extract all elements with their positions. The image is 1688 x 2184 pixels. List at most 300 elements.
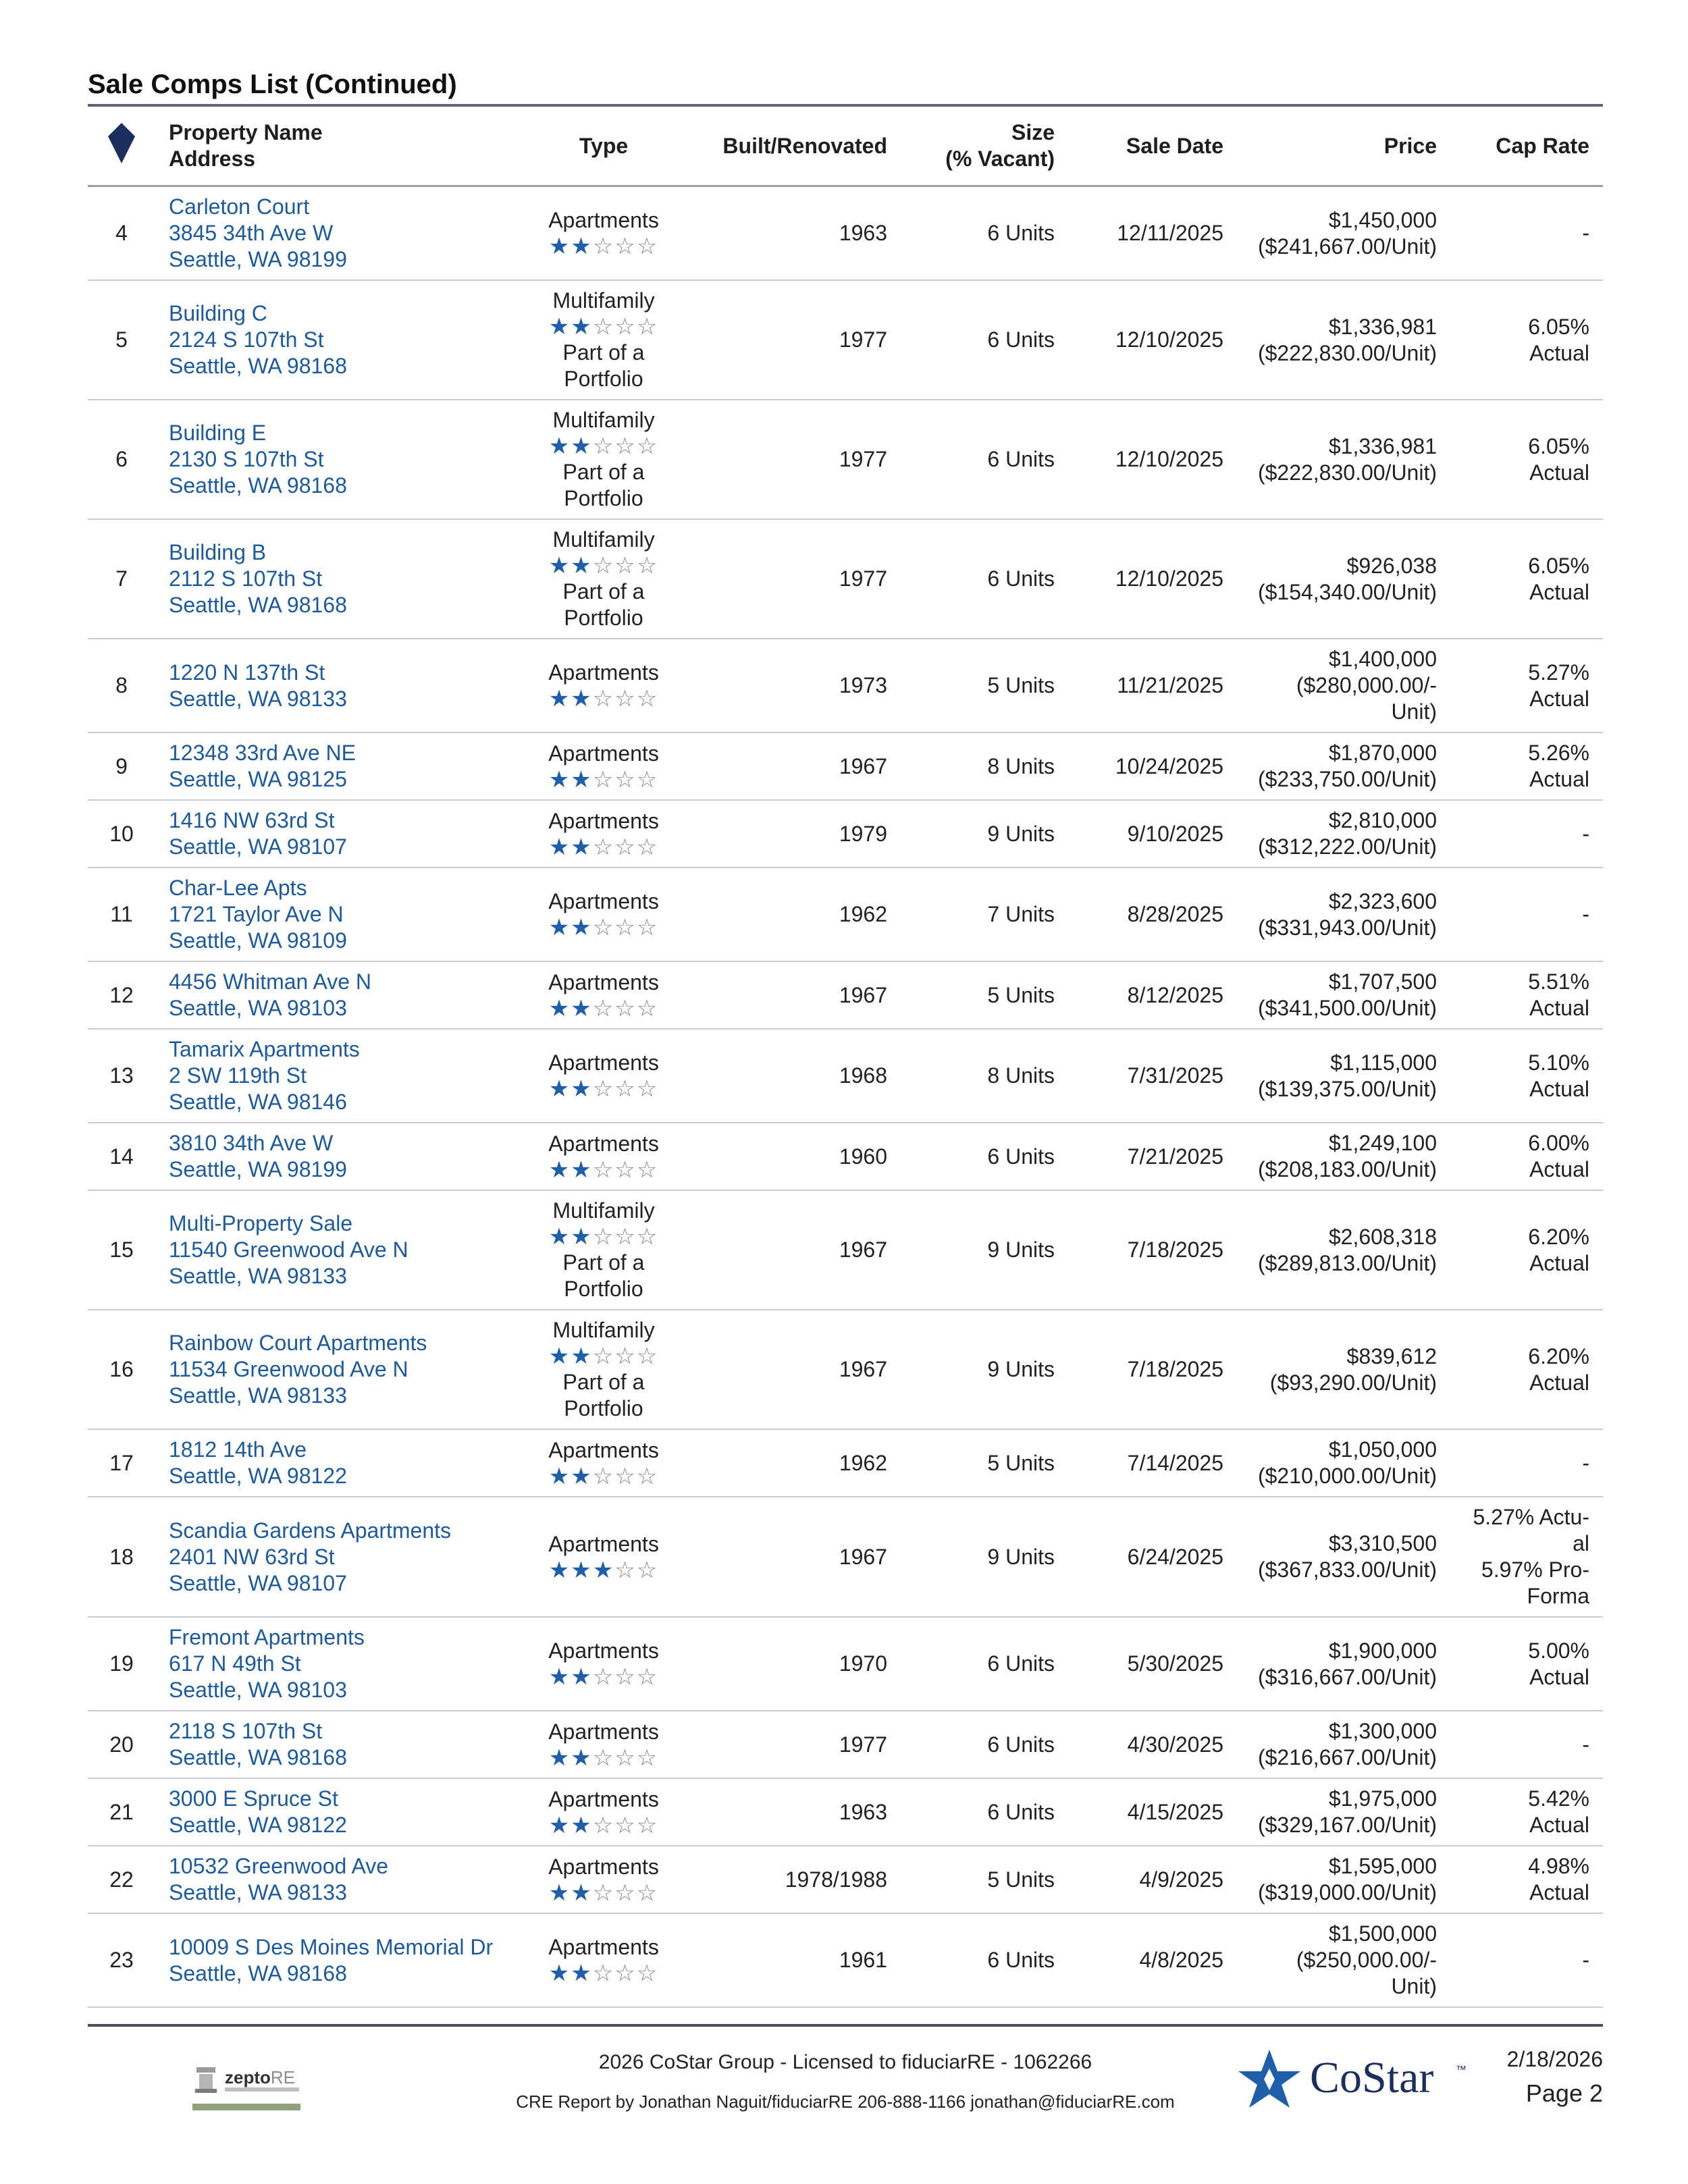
price-cell: [1237, 1617, 1450, 1711]
footer-date: 2/18/2026: [1506, 2047, 1603, 2071]
star-empty-icon: ☆: [636, 1463, 659, 1489]
star-filled-icon: ★: [571, 1343, 593, 1369]
property-address-link[interactable]: Seattle, WA 98199: [169, 1157, 347, 1181]
star-filled-icon: ★: [548, 1812, 571, 1838]
star-empty-icon: ☆: [592, 433, 615, 459]
property-name-link[interactable]: Building B: [169, 540, 267, 564]
star-filled-icon: ★: [571, 553, 593, 579]
star-rating: [523, 433, 685, 459]
property-cell: [155, 1310, 509, 1429]
star-empty-icon: ☆: [592, 1744, 615, 1771]
type-cell: [509, 639, 698, 733]
price-line: ($210,000.00/Unit): [1257, 1464, 1437, 1488]
table-row: [88, 733, 1603, 800]
sale-date-cell: 7/18/2025: [1068, 1310, 1237, 1429]
property-type: Apartments: [548, 1935, 659, 1959]
star-empty-icon: ☆: [614, 1156, 637, 1183]
property-address-link[interactable]: Seattle, WA 98122: [169, 1464, 347, 1488]
property-address-link[interactable]: 2112 S 107th St: [169, 566, 323, 591]
table-row: [88, 400, 1603, 519]
price-cell: [1237, 1029, 1450, 1123]
footer-report-by: CRE Report by Jonathan Naguit/fiduciarRE 206-888-1166 jonathan@fiduciarRE.com: [516, 2092, 1175, 2112]
price-cell: [1237, 186, 1450, 281]
star-empty-icon: ☆: [636, 1664, 659, 1690]
star-filled-icon: ★: [571, 1744, 593, 1771]
header-size-line2: (% Vacant): [945, 147, 1055, 171]
star-rating: [523, 1076, 685, 1102]
row-number: 11: [88, 868, 155, 961]
property-name-link[interactable]: Building E: [169, 421, 267, 445]
price-line: $2,323,600: [1328, 888, 1437, 913]
star-filled-icon: ★: [571, 1224, 593, 1250]
size-cell: 6 Units: [901, 400, 1068, 519]
sale-date-cell: 4/15/2025: [1068, 1778, 1237, 1846]
star-filled-icon: ★: [571, 686, 593, 712]
price-line: $1,975,000: [1328, 1786, 1437, 1811]
type-cell: [509, 800, 698, 868]
price-line: $3,310,500: [1328, 1531, 1437, 1555]
star-filled-icon: ★: [548, 766, 571, 793]
star-rating: [523, 1745, 685, 1771]
sale-date-cell: 7/14/2025: [1068, 1429, 1237, 1497]
property-cell: [155, 1711, 509, 1778]
row-number: 19: [88, 1617, 155, 1711]
price-cell: [1237, 868, 1450, 961]
row-number: 22: [88, 1846, 155, 1913]
star-empty-icon: ☆: [614, 1880, 637, 1906]
price-line: ($331,943.00/Unit): [1257, 915, 1437, 940]
star-filled-icon: ★: [571, 834, 593, 860]
property-address-link[interactable]: Seattle, WA 98133: [169, 1383, 347, 1408]
size-cell: 5 Units: [901, 1846, 1068, 1913]
star-filled-icon: ★: [548, 1343, 571, 1369]
star-filled-icon: ★: [571, 1880, 593, 1906]
property-address-link[interactable]: 10532 Greenwood Ave: [169, 1854, 388, 1878]
price-cell: [1237, 1846, 1450, 1913]
header-property-name: Property Name: [169, 120, 323, 144]
star-empty-icon: ☆: [592, 1156, 615, 1183]
sale-date-cell: 12/10/2025: [1068, 519, 1237, 639]
star-empty-icon: ☆: [592, 686, 615, 712]
built-cell: 1979: [698, 800, 901, 868]
property-address-link[interactable]: Seattle, WA 98168: [169, 1745, 347, 1769]
property-address-link[interactable]: Seattle, WA 98133: [169, 1264, 347, 1288]
table-row: [88, 1497, 1603, 1617]
property-name-link[interactable]: Building C: [169, 301, 267, 325]
portfolio-note: Part of a Portfolio: [562, 460, 645, 510]
property-cell: [155, 961, 509, 1029]
size-cell: 6 Units: [901, 1123, 1068, 1190]
star-filled-icon: ★: [548, 553, 571, 579]
costar-logo-icon: [1236, 2046, 1303, 2113]
page-title: Sale Comps List (Continued): [88, 65, 1603, 107]
table-body: [88, 186, 1603, 2008]
type-cell: [509, 1310, 698, 1429]
built-cell: 1963: [698, 1778, 901, 1846]
property-address-link[interactable]: 3845 34th Ave W: [169, 221, 334, 245]
built-cell: 1977: [698, 400, 901, 519]
star-empty-icon: ☆: [636, 553, 659, 579]
star-filled-icon: ★: [548, 1156, 571, 1183]
price-line: $1,500,000: [1328, 1921, 1437, 1946]
star-empty-icon: ☆: [636, 1557, 659, 1583]
table-row: [88, 868, 1603, 961]
cap-rate-line: 5.27%: [1528, 660, 1589, 685]
star-rating: [523, 1813, 685, 1838]
cap-rate-cell: [1450, 733, 1603, 800]
property-address-link[interactable]: Seattle, WA 98133: [169, 1880, 347, 1905]
star-filled-icon: ★: [571, 766, 593, 793]
price-line: ($222,830.00/Unit): [1257, 460, 1437, 485]
star-rating: [523, 767, 685, 793]
property-address-link[interactable]: 10009 S Des Moines Memorial Dr: [169, 1934, 494, 1959]
star-empty-icon: ☆: [592, 1880, 615, 1906]
star-empty-icon: ☆: [592, 1812, 615, 1838]
cap-rate-cell: [1450, 800, 1603, 868]
star-empty-icon: ☆: [614, 1744, 637, 1771]
star-empty-icon: ☆: [636, 1343, 659, 1369]
row-number: 17: [88, 1429, 155, 1497]
star-rating: [523, 1664, 685, 1690]
price-line: $1,249,100: [1328, 1131, 1437, 1155]
star-filled-icon: ★: [571, 433, 593, 459]
cap-rate-cell: [1450, 1429, 1603, 1497]
price-cell: [1237, 1123, 1450, 1190]
size-cell: 9 Units: [901, 1310, 1068, 1429]
property-name-link[interactable]: Multi-Property Sale: [169, 1211, 353, 1235]
built-cell: 1961: [698, 1913, 901, 2007]
star-empty-icon: ☆: [636, 766, 659, 793]
property-address-link[interactable]: Seattle, WA 98168: [169, 354, 347, 378]
property-cell: [155, 1029, 509, 1123]
property-cell: [155, 1497, 509, 1617]
footer-license: 2026 CoStar Group - Licensed to fiduciarRE - 1062266: [598, 2051, 1092, 2073]
type-cell: [509, 186, 698, 281]
star-empty-icon: ☆: [614, 234, 637, 259]
built-cell: 1977: [698, 519, 901, 639]
star-empty-icon: ☆: [614, 433, 637, 459]
built-cell: 1967: [698, 1310, 901, 1429]
built-cell: 1967: [698, 1497, 901, 1617]
type-cell: [509, 1429, 698, 1497]
cap-rate-cell: [1450, 1846, 1603, 1913]
property-address-link[interactable]: 4456 Whitman Ave N: [169, 969, 372, 994]
star-empty-icon: ☆: [614, 834, 637, 860]
cap-rate-line: 5.42%: [1528, 1786, 1589, 1811]
size-cell: 7 Units: [901, 868, 1068, 961]
property-address-link[interactable]: Seattle, WA 98168: [169, 1961, 347, 1986]
property-address-link[interactable]: 2130 S 107th St: [169, 447, 324, 471]
cap-rate-line: 5.10%: [1528, 1050, 1589, 1075]
table-row: [88, 961, 1603, 1029]
sale-date-cell: 6/24/2025: [1068, 1497, 1237, 1617]
header-price: Price: [1237, 107, 1450, 186]
property-name-link[interactable]: Char-Lee Apts: [169, 876, 307, 900]
star-rating: [523, 1557, 685, 1583]
type-cell: [509, 868, 698, 961]
property-address-link[interactable]: 2401 NW 63rd St: [169, 1544, 335, 1569]
cap-rate-line: -: [1582, 1732, 1589, 1757]
price-cell: [1237, 961, 1450, 1029]
table-row: [88, 280, 1603, 400]
property-address-link[interactable]: 617 N 49th St: [169, 1651, 301, 1676]
property-cell: [155, 733, 509, 800]
property-address-link[interactable]: Seattle, WA 98125: [169, 767, 347, 791]
price-line: ($241,667.00/Unit): [1257, 234, 1437, 259]
star-filled-icon: ★: [548, 1664, 571, 1690]
property-address-link[interactable]: Seattle, WA 98107: [169, 1570, 347, 1595]
property-type: Multifamily: [552, 1318, 655, 1342]
type-cell: [509, 1778, 698, 1846]
star-empty-icon: ☆: [636, 1224, 659, 1250]
property-address-link[interactable]: Seattle, WA 98107: [169, 834, 347, 859]
star-filled-icon: ★: [548, 915, 571, 940]
built-cell: 1978/1988: [698, 1846, 901, 1913]
price-line: $1,900,000: [1328, 1638, 1437, 1663]
size-cell: 8 Units: [901, 1029, 1068, 1123]
cap-rate-line: 6.00%: [1528, 1131, 1589, 1155]
star-rating: [523, 686, 685, 712]
star-empty-icon: ☆: [592, 1343, 615, 1369]
property-address-link[interactable]: Seattle, WA 98122: [169, 1813, 347, 1837]
built-cell: 1977: [698, 1711, 901, 1778]
property-address-link[interactable]: Seattle, WA 98103: [169, 996, 347, 1020]
row-number: 21: [88, 1778, 155, 1846]
star-filled-icon: ★: [571, 1664, 593, 1690]
sale-date-cell: 9/10/2025: [1068, 800, 1237, 868]
property-cell: [155, 639, 509, 733]
property-address-link[interactable]: Seattle, WA 98103: [169, 1678, 347, 1702]
property-name-link[interactable]: Scandia Gardens Apartments: [169, 1518, 452, 1543]
property-address-link[interactable]: 12348 33rd Ave NE: [169, 741, 356, 765]
type-cell: [509, 280, 698, 400]
sale-date-cell: 7/21/2025: [1068, 1123, 1237, 1190]
star-filled-icon: ★: [571, 234, 593, 259]
property-address-link[interactable]: Seattle, WA 98146: [169, 1090, 347, 1114]
property-name-link[interactable]: Tamarix Apartments: [169, 1037, 360, 1061]
star-empty-icon: ☆: [636, 234, 659, 259]
star-empty-icon: ☆: [636, 1961, 659, 1986]
size-cell: 5 Units: [901, 1429, 1068, 1497]
property-address-link[interactable]: Seattle, WA 98199: [169, 247, 347, 271]
star-empty-icon: ☆: [614, 1557, 637, 1583]
price-line: ($289,813.00/Unit): [1257, 1250, 1437, 1275]
star-filled-icon: ★: [548, 433, 571, 459]
header-size-line1: Size: [1011, 120, 1055, 144]
row-number: 15: [88, 1190, 155, 1310]
property-address-link[interactable]: 1812 14th Ave: [169, 1437, 307, 1462]
table-row: [88, 1429, 1603, 1497]
star-rating: [523, 1961, 685, 1986]
price-line: $1,450,000: [1328, 207, 1437, 232]
size-cell: 5 Units: [901, 639, 1068, 733]
property-address-link[interactable]: 2118 S 107th St: [169, 1719, 323, 1743]
star-filled-icon: ★: [548, 234, 571, 259]
cap-rate-line: Actual: [1529, 1370, 1589, 1395]
property-name-link[interactable]: Carleton Court: [169, 194, 310, 219]
property-type: Apartments: [548, 889, 659, 913]
cap-rate-cell: [1450, 1029, 1603, 1123]
cap-rate-line: Actual: [1529, 767, 1589, 791]
star-empty-icon: ☆: [636, 915, 659, 940]
star-empty-icon: ☆: [636, 1812, 659, 1838]
star-rating: [523, 915, 685, 940]
built-cell: 1963: [698, 186, 901, 281]
table-row: [88, 1123, 1603, 1190]
price-line: ($329,167.00/Unit): [1257, 1813, 1437, 1837]
property-name-link[interactable]: Fremont Apartments: [169, 1625, 365, 1649]
price-cell: [1237, 733, 1450, 800]
size-cell: 6 Units: [901, 1711, 1068, 1778]
size-cell: 6 Units: [901, 1778, 1068, 1846]
cap-rate-line: Actual: [1529, 460, 1589, 485]
property-cell: [155, 400, 509, 519]
row-number: 9: [88, 733, 155, 800]
row-number: 4: [88, 186, 155, 281]
table-row: [88, 1029, 1603, 1123]
built-cell: 1962: [698, 868, 901, 961]
cap-rate-cell: [1450, 280, 1603, 400]
type-cell: [509, 400, 698, 519]
property-type: Apartments: [548, 1531, 659, 1556]
star-empty-icon: ☆: [636, 433, 659, 459]
star-empty-icon: ☆: [614, 1961, 637, 1986]
star-rating: [523, 553, 685, 579]
price-line: ($316,667.00/Unit): [1257, 1664, 1437, 1689]
price-cell: [1237, 800, 1450, 868]
row-number: 14: [88, 1123, 155, 1190]
star-empty-icon: ☆: [592, 915, 615, 940]
row-number: 8: [88, 639, 155, 733]
size-cell: 6 Units: [901, 186, 1068, 281]
cap-rate-cell: [1450, 1310, 1603, 1429]
cap-rate-line: 5.27% Actu-: [1473, 1505, 1589, 1529]
type-cell: [509, 1190, 698, 1310]
type-cell: [509, 1846, 698, 1913]
sale-date-cell: 10/24/2025: [1068, 733, 1237, 800]
property-type: Apartments: [548, 969, 659, 994]
star-empty-icon: ☆: [614, 686, 637, 712]
property-cell: [155, 800, 509, 868]
table-row: [88, 1778, 1603, 1846]
property-address-link[interactable]: 11540 Greenwood Ave N: [169, 1237, 408, 1262]
price-line: ($208,183.00/Unit): [1257, 1157, 1437, 1181]
property-address-link[interactable]: 2 SW 119th St: [169, 1063, 307, 1088]
property-address-link[interactable]: Seattle, WA 98168: [169, 593, 347, 617]
star-empty-icon: ☆: [614, 766, 637, 793]
price-cell: [1237, 1497, 1450, 1617]
property-name-link[interactable]: Rainbow Court Apartments: [169, 1331, 427, 1355]
star-rating: [523, 1157, 685, 1183]
price-line: ($216,667.00/Unit): [1257, 1745, 1437, 1769]
property-type: Apartments: [548, 1050, 659, 1075]
property-address-link[interactable]: 1721 Taylor Ave N: [169, 902, 344, 926]
star-filled-icon: ★: [548, 1744, 571, 1771]
size-cell: 6 Units: [901, 1913, 1068, 2007]
price-line: ($280,000.00/-: [1296, 673, 1437, 697]
header-size: [901, 107, 1068, 186]
cap-rate-cell: [1450, 186, 1603, 281]
header-property: [155, 107, 509, 186]
price-cell: [1237, 1429, 1450, 1497]
row-number: 20: [88, 1711, 155, 1778]
price-cell: [1237, 1190, 1450, 1310]
property-type: Apartments: [548, 808, 659, 833]
property-address-link[interactable]: 1220 N 137th St: [169, 660, 325, 685]
cap-rate-cell: [1450, 961, 1603, 1029]
star-empty-icon: ☆: [592, 1076, 615, 1102]
star-empty-icon: ☆: [592, 553, 615, 579]
size-cell: 6 Units: [901, 1617, 1068, 1711]
property-cell: [155, 1617, 509, 1711]
sale-date-cell: 8/12/2025: [1068, 961, 1237, 1029]
star-rating: [523, 1880, 685, 1906]
price-line: $926,038: [1346, 553, 1437, 578]
star-filled-icon: ★: [592, 1557, 615, 1583]
cap-rate-line: al: [1573, 1531, 1589, 1555]
property-cell: [155, 1913, 509, 2007]
price-line: ($139,375.00/Unit): [1257, 1076, 1437, 1101]
star-rating: [523, 1343, 685, 1369]
row-number: 10: [88, 800, 155, 868]
property-address-link[interactable]: Seattle, WA 98133: [169, 686, 347, 711]
property-address-link[interactable]: 3000 E Spruce St: [169, 1786, 338, 1811]
price-line: $1,336,981: [1328, 433, 1437, 458]
star-filled-icon: ★: [548, 1463, 571, 1489]
portfolio-note: Part of a Portfolio: [562, 1370, 645, 1420]
table-row: [88, 639, 1603, 733]
property-address-link[interactable]: 1416 NW 63rd St: [169, 808, 335, 832]
table-row: [88, 519, 1603, 639]
property-cell: [155, 1778, 509, 1846]
row-number: 16: [88, 1310, 155, 1429]
price-line: ($233,750.00/Unit): [1257, 767, 1437, 791]
property-address-link[interactable]: 11534 Greenwood Ave N: [169, 1357, 408, 1381]
type-cell: [509, 1617, 698, 1711]
star-filled-icon: ★: [548, 1557, 571, 1583]
price-cell: [1237, 400, 1450, 519]
star-empty-icon: ☆: [592, 1961, 615, 1986]
property-address-link[interactable]: Seattle, WA 98109: [169, 928, 347, 953]
price-cell: [1237, 280, 1450, 400]
type-cell: [509, 733, 698, 800]
star-empty-icon: ☆: [614, 1463, 637, 1489]
price-line: $1,870,000: [1328, 741, 1437, 765]
size-cell: 8 Units: [901, 733, 1068, 800]
property-type: Apartments: [548, 1786, 659, 1811]
cap-rate-cell: [1450, 1123, 1603, 1190]
built-cell: 1962: [698, 1429, 901, 1497]
cap-rate-line: Forma: [1527, 1584, 1589, 1608]
sale-date-cell: 7/31/2025: [1068, 1029, 1237, 1123]
sale-date-cell: 12/10/2025: [1068, 280, 1237, 400]
star-filled-icon: ★: [548, 686, 571, 712]
table-row: [88, 1310, 1603, 1429]
property-cell: [155, 1429, 509, 1497]
property-address-link[interactable]: Seattle, WA 98168: [169, 473, 347, 498]
star-empty-icon: ☆: [592, 766, 615, 793]
size-cell: 9 Units: [901, 800, 1068, 868]
cap-rate-cell: [1450, 639, 1603, 733]
property-address-link[interactable]: 2124 S 107th St: [169, 327, 324, 352]
size-cell: 6 Units: [901, 519, 1068, 639]
property-address-link[interactable]: 3810 34th Ave W: [169, 1131, 334, 1155]
cap-rate-line: 5.97% Pro-: [1481, 1557, 1589, 1582]
star-empty-icon: ☆: [614, 553, 637, 579]
property-type: Apartments: [548, 208, 659, 232]
report-page: [88, 65, 1603, 2008]
star-filled-icon: ★: [571, 1961, 593, 1986]
